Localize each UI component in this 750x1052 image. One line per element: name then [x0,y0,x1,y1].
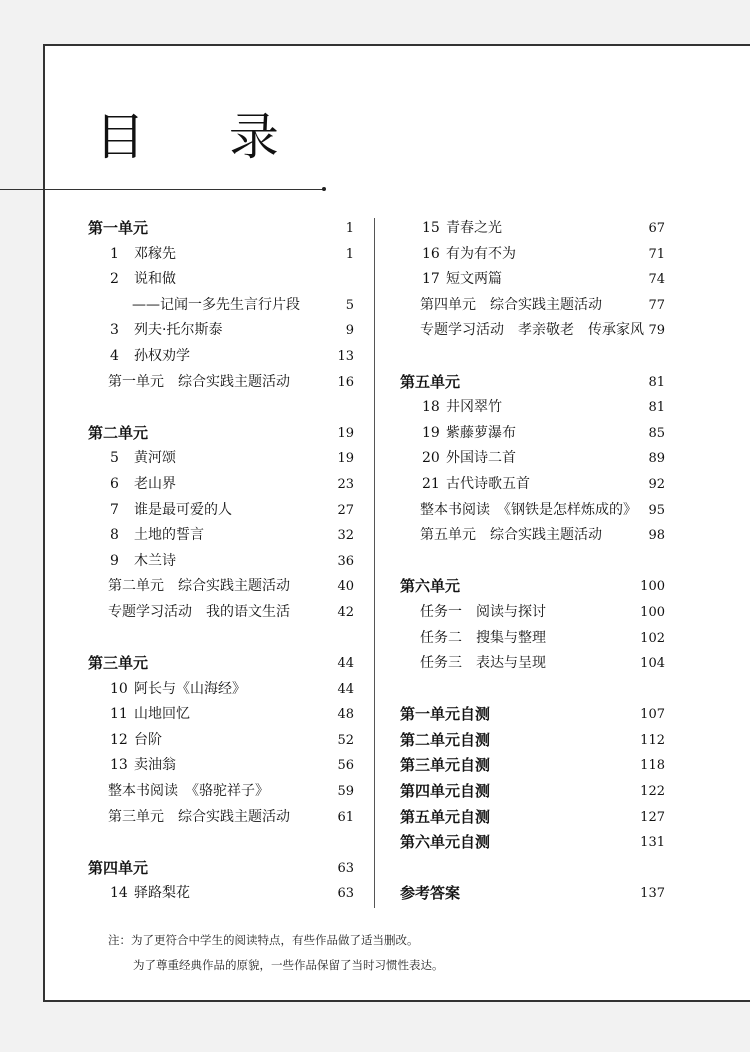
toc-entry-act[interactable] [88,574,354,600]
toc-entry-title: 驿路梨花 [134,885,190,902]
toc-entry-page: 44 [337,656,354,672]
toc-entry-act[interactable] [400,600,665,626]
toc-gap [400,677,665,703]
toc-entry-title: 台阶 [134,731,162,748]
toc-entry-title: 外国诗二首 [446,450,516,467]
toc-entry-page: 5 [345,297,354,313]
toc-entry-lesson[interactable] [400,395,665,421]
toc-entry-title: 第五单元 [400,372,461,391]
toc-entry-number: 17 [422,271,440,288]
toc-entry-act[interactable] [400,626,665,652]
toc-entry-page: 137 [640,886,665,902]
toc-entry-page: 131 [640,835,665,851]
toc-entry-page: 85 [648,425,665,441]
toc-entry-title: 第二单元自测 [400,730,491,749]
toc-entry-lesson[interactable] [88,242,354,268]
toc-entry-title: 任务二 搜集与整理 [420,629,546,646]
page-title: 目 录 [95,108,313,166]
toc-entry-title: 参考答案 [400,884,461,903]
toc-entry-act[interactable] [400,318,665,344]
toc-entry-act[interactable] [400,523,665,549]
toc-entry-title: 第一单元 综合实践主题活动 [108,373,290,390]
toc-entry-page: 67 [648,221,665,236]
toc-entry-page: 52 [337,732,354,748]
toc-entry-label [110,498,232,524]
toc-entry-label [400,881,460,907]
toc-entry-title: 老山界 [134,475,176,492]
column-divider [374,218,375,908]
toc-entry-label [400,370,460,396]
toc-entry-page: 98 [648,528,665,544]
toc-entry-number: 16 [422,245,440,262]
toc-entry-page: 13 [337,348,354,364]
toc-entry-number: 14 [110,885,128,902]
toc-entry-number: 18 [422,399,440,416]
toc-entry-lesson[interactable] [88,318,354,344]
toc-entry-number: 19 [422,424,440,441]
toc-entry-page: 1 [345,221,354,236]
toc-entry-number: 21 [422,475,440,492]
toc-entry-page: 95 [648,502,665,518]
toc-entry-title: 第一单元 [88,219,149,237]
toc-entry-label [400,779,490,805]
toc-entry-label [110,728,162,754]
toc-entry-test[interactable] [400,728,665,754]
toc-entry-lesson[interactable] [400,472,665,498]
toc-entry-title: 第二单元 综合实践主题活动 [108,578,290,595]
toc-right-column [400,216,665,907]
toc-entry-title: 任务三 表达与呈现 [420,655,546,672]
toc-entry-label [108,370,290,396]
toc-entry-label [132,293,300,319]
toc-entry-number: 1 [110,245,119,262]
toc-entry-act[interactable] [88,370,354,396]
toc-entry-title: 专题学习活动 孝亲敬老 传承家风 [420,322,644,339]
toc-entry-label [88,216,148,242]
toc-entry-label [400,702,490,728]
toc-entry-page: 19 [337,425,354,441]
toc-left-column [88,216,354,907]
toc-gap [400,344,665,370]
toc-entry-lesson[interactable] [88,753,354,779]
toc-entry-lesson[interactable] [400,267,665,293]
toc-entry-page: 102 [640,630,665,646]
toc-entry-title: 古代诗歌五首 [446,475,530,492]
toc-entry-label [110,549,176,575]
toc-entry-number: 10 [110,680,128,697]
toc-entry-label [108,574,290,600]
toc-entry-test[interactable] [400,881,665,907]
toc-entry-lesson[interactable] [88,677,354,703]
toc-entry-title: 紫藤萝瀑布 [446,424,516,441]
toc-entry-label [400,753,490,779]
toc-entry-title: 整本书阅读 《钢铁是怎样炼成的》 [420,501,637,518]
toc-entry-title: 第三单元 综合实践主题活动 [108,808,290,825]
toc-entry-lesson[interactable] [88,549,354,575]
toc-entry-number: 3 [110,322,119,339]
toc-entry-title: 短文两篇 [446,271,502,288]
toc-entry-label [108,600,290,626]
toc-entry-title: ——记闻一多先生言行片段 [132,296,300,313]
toc-entry-page: 42 [337,604,354,620]
toc-entry-page: 104 [640,656,665,672]
toc-entry-label [110,344,190,370]
toc-entry-label [88,421,148,447]
toc-entry-title: 任务一 阅读与探讨 [420,603,546,620]
toc-entry-title: 木兰诗 [134,552,176,569]
toc-entry-label [420,318,644,344]
toc-entry-label [110,702,190,728]
toc-entry-label [400,830,490,856]
toc-entry-lesson[interactable] [88,344,354,370]
toc-entry-label [422,421,516,447]
toc-entry-label [420,651,546,677]
toc-entry-label [110,446,176,472]
toc-entry-page: 61 [337,809,354,825]
toc-entry-label [400,805,490,831]
toc-entry-title: 谁是最可爱的人 [134,501,232,518]
toc-entry-unit[interactable] [88,421,354,447]
toc-entry-number: 11 [110,706,128,723]
toc-entry-label [422,267,502,293]
toc-entry-test[interactable] [400,779,665,805]
toc-entry-page: 32 [337,528,354,544]
toc-entry-lesson[interactable] [88,702,354,728]
toc-entry-label [110,472,176,498]
toc-entry-test[interactable] [400,702,665,728]
toc-entry-page: 19 [337,451,354,467]
toc-entry-label [422,242,516,268]
toc-entry-label [420,600,546,626]
toc-entry-act[interactable] [88,805,354,831]
toc-entry-label [400,574,460,600]
toc-entry-page: 36 [337,553,354,569]
toc-entry-page: 48 [337,707,354,723]
toc-entry-lesson[interactable] [88,523,354,549]
toc-entry-lesson[interactable] [400,216,665,242]
toc-entry-lesson[interactable] [88,472,354,498]
toc-entry-unit[interactable] [88,856,354,882]
toc-entry-page: 71 [648,246,665,262]
footnote-line-2: 为了尊重经典作品的原貌，一些作品保留了当时习惯性表达。 [133,958,444,972]
toc-entry-title: 第三单元 [88,654,149,673]
toc-entry-page: 9 [345,323,354,339]
toc-entry-label [110,523,204,549]
title-rule-dot [322,187,326,191]
toc-entry-label [422,446,516,472]
toc-entry-lesson[interactable] [400,421,665,447]
toc-entry-page: 81 [648,400,665,416]
toc-entry-label [422,472,530,498]
toc-entry-test[interactable] [400,753,665,779]
toc-entry-page: 118 [640,758,665,774]
toc-entry-unit[interactable] [400,370,665,396]
toc-entry-number: 12 [110,731,128,748]
toc-entry-page: 56 [337,758,354,774]
toc-entry-number: 8 [110,527,119,544]
toc-gap [88,830,354,856]
toc-entry-page: 63 [337,860,354,876]
toc-gap [88,395,354,421]
toc-entry-label [88,856,148,882]
toc-entry-page: 92 [648,476,665,492]
toc-entry-title: 说和做 [134,271,176,288]
toc-entry-label [400,728,490,754]
toc-entry-lesson[interactable] [400,446,665,472]
toc-gap [400,856,665,882]
toc-entry-title: 井冈翠竹 [446,399,502,416]
toc-entry-title: 青春之光 [446,220,502,236]
toc-entry-lesson[interactable] [400,242,665,268]
toc-entry-title: 列夫·托尔斯泰 [134,322,223,339]
toc-entry-title: 第三单元自测 [400,756,491,775]
toc-entry-number: 7 [110,501,119,518]
toc-entry-page: 100 [640,579,665,595]
toc-entry-label [110,242,176,268]
toc-entry-page: 122 [640,784,665,800]
toc-entry-page: 107 [640,707,665,723]
toc-entry-label [420,293,602,319]
toc-entry-title: 黄河颂 [134,450,176,467]
toc-entry-number: 13 [110,757,128,774]
toc-entry-label [108,805,290,831]
toc-entry-page: 74 [648,272,665,288]
toc-entry-number: 2 [110,271,119,288]
toc-entry-unit[interactable] [88,216,354,242]
toc-entry-test[interactable] [400,830,665,856]
toc-entry-lesson[interactable] [88,728,354,754]
toc-entry-label [110,318,222,344]
toc-entry-act[interactable] [88,600,354,626]
toc-entry-title: 整本书阅读 《骆驼祥子》 [108,783,269,800]
toc-entry-unit[interactable] [400,574,665,600]
toc-entry-act[interactable] [88,779,354,805]
toc-entry-title: 第四单元自测 [400,782,491,801]
toc-entry-lesson[interactable] [88,446,354,472]
toc-gap [400,549,665,575]
toc-entry-page: 79 [648,323,665,339]
toc-entry-page: 16 [337,374,354,390]
toc-entry-title: 第五单元 综合实践主题活动 [420,527,602,544]
toc-entry-title: 第一单元自测 [400,705,491,724]
toc-entry-number: 4 [110,347,119,364]
toc-entry-page: 127 [640,809,665,825]
toc-entry-title: 第六单元 [400,577,461,596]
toc-entry-title: 孙权劝学 [134,347,190,364]
toc-entry-test[interactable] [400,805,665,831]
toc-entry-page: 40 [337,579,354,595]
toc-entry-label [110,677,246,703]
toc-entry-title: 有为有不为 [446,245,516,262]
toc-entry-page: 1 [345,246,354,262]
toc-entry-page: 89 [648,451,665,467]
toc-entry-page: 59 [337,784,354,800]
toc-entry-title: 第二单元 [88,423,149,442]
toc-entry-cont[interactable] [88,293,354,319]
toc-entry-lesson[interactable] [88,498,354,524]
toc-entry-title: 山地回忆 [134,706,190,723]
toc-entry-label [88,651,148,677]
toc-entry-label [422,216,502,242]
toc-entry-act[interactable] [400,498,665,524]
toc-entry-page: 112 [640,732,665,748]
toc-entry-label [110,881,190,907]
toc-entry-label [108,779,269,805]
toc-entry-title: 第六单元自测 [400,833,491,852]
toc-entry-act[interactable] [400,651,665,677]
toc-entry-page: 63 [337,886,354,902]
toc-entry-page: 100 [640,604,665,620]
toc-entry-label [110,267,176,293]
toc-entry-page: 44 [337,681,354,697]
toc-entry-number: 9 [110,552,119,569]
toc-entry-page: 81 [648,374,665,390]
toc-gap [88,626,354,652]
footnote-line-1: 注：为了更符合中学生的阅读特点，有些作品做了适当删改。 [108,933,419,947]
toc-entry-page: 27 [337,502,354,518]
toc-entry-title: 第四单元 [88,858,149,877]
toc-entry-title: 第四单元 综合实践主题活动 [420,296,602,313]
toc-entry-title: 土地的誓言 [134,527,204,544]
toc-entry-label [420,626,546,652]
toc-entry-number: 15 [422,220,440,236]
toc-entry-label [420,498,637,524]
toc-entry-number: 6 [110,475,119,492]
toc-entry-title: 邓稼先 [134,245,176,262]
toc-entry-lesson[interactable] [88,881,354,907]
toc-entry-unit[interactable] [88,651,354,677]
toc-entry-title: 第五单元自测 [400,807,491,826]
toc-entry-number: 5 [110,450,119,467]
toc-entry-label [110,753,176,779]
toc-entry-page: 23 [337,476,354,492]
toc-entry-title: 专题学习活动 我的语文生活 [108,603,290,620]
toc-entry-lesson[interactable] [88,267,354,293]
title-rule [0,189,323,190]
toc-entry-label [420,523,602,549]
toc-entry-page: 77 [648,297,665,313]
toc-entry-title: 阿长与《山海经》 [134,680,246,697]
toc-entry-title: 卖油翁 [134,757,176,774]
toc-entry-label [422,395,502,421]
toc-entry-number: 20 [422,450,440,467]
toc-entry-act[interactable] [400,293,665,319]
